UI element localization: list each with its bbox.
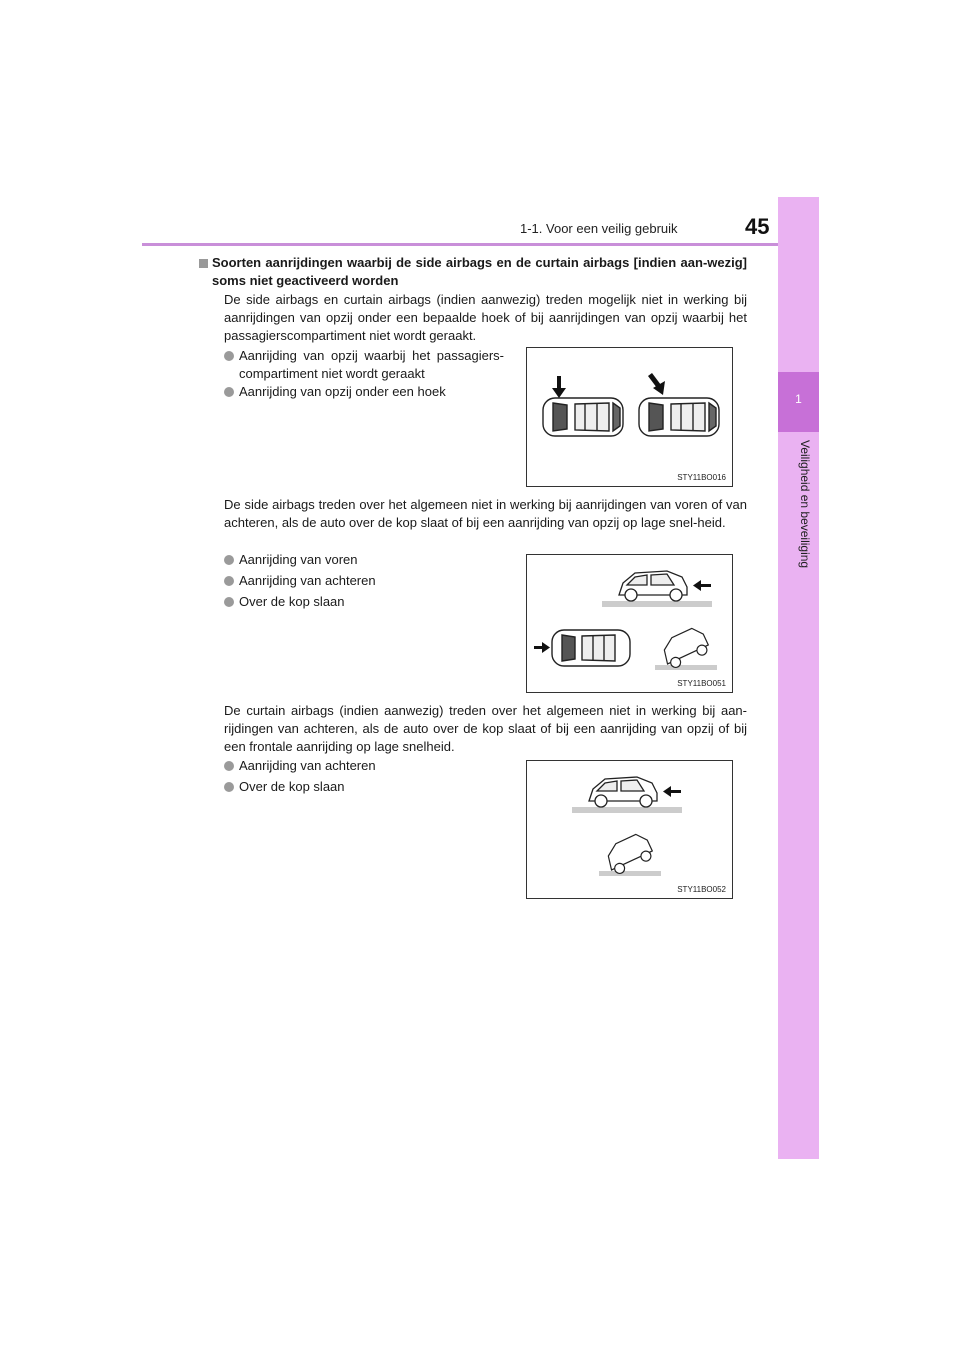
car-sideview-icon	[589, 777, 657, 807]
list-item	[224, 551, 358, 569]
front-rear-rollover-illustration	[527, 555, 732, 692]
list-item-text: Aanrijding van voren	[239, 552, 358, 567]
list-item-text: Aanrijding van achteren	[239, 573, 376, 588]
square-bullet-icon	[199, 259, 208, 268]
list-item-text: Aanrijding van opzij onder een hoek	[239, 384, 446, 399]
figure-code: STY11BO052	[677, 885, 726, 894]
arrow-icon	[663, 786, 681, 797]
side-impact-illustration	[527, 348, 732, 486]
list-item	[224, 347, 504, 383]
car-topview-right-icon	[639, 398, 719, 436]
road-surface	[602, 601, 712, 607]
page-number: 45	[745, 214, 770, 239]
bullet-icon	[224, 761, 234, 771]
figure-front-rear-rollover	[526, 554, 733, 693]
section-title: 1-1. Voor een veilig gebruik	[520, 221, 678, 236]
chapter-side-tab	[778, 197, 819, 1159]
bullet-icon	[224, 597, 234, 607]
list-item	[224, 593, 345, 611]
bullet-icon	[224, 576, 234, 586]
figure-code: STY11BO016	[677, 473, 726, 482]
road-surface	[655, 665, 717, 670]
chapter-title: Veiligheid en beveiliging	[798, 440, 812, 569]
list-item-text: Aanrijding van opzij waarbij het passagiers-compartiment niet wordt geraakt	[239, 348, 504, 381]
road-surface	[599, 871, 661, 876]
paragraph-2: De side airbags treden over het algemeen niet in werking bij aanrijdingen van voren of van achteren, als de auto over de kop slaat of bij een aanrijding van opzij op lage snel-heid.	[224, 497, 747, 530]
list-item-text: Aanrijding van achteren	[239, 758, 376, 773]
car-rollover-icon	[602, 831, 655, 876]
bullet-icon	[224, 782, 234, 792]
paragraph-3: De curtain airbags (indien aanwezig) treden over het algemeen niet in werking bij aan-rijdingen van achteren, als de auto over de kop slaat of bij een aanrijding van opzij of bij een frontale aanrijding op lage snelheid.	[224, 703, 747, 754]
arrow-icon	[534, 642, 550, 653]
arrow-icon	[693, 580, 711, 591]
rear-rollover-illustration	[527, 761, 732, 898]
list-item	[224, 572, 376, 590]
car-sideview-icon	[619, 571, 687, 601]
paragraph-1: De side airbags en curtain airbags (indien aanwezig) treden mogelijk niet in werking bij aanrijdingen van opzij onder een bepaalde hoek of bij aanrijdingen van opzij waarbij het passagierscompartiment niet wordt geraakt.	[224, 292, 747, 343]
bullet-icon	[224, 387, 234, 397]
chapter-number-tab	[778, 372, 819, 432]
car-topview-left-icon	[543, 398, 623, 436]
angled-arrow-icon	[648, 373, 665, 395]
bullet-icon	[224, 351, 234, 361]
bullet-icon	[224, 555, 234, 565]
section-heading-text: Soorten aanrijdingen waarbij de side airbags en de curtain airbags [indien aan-wezig] soms niet geactiveerd worden	[212, 255, 747, 288]
figure-code: STY11BO051	[677, 679, 726, 688]
car-rollover-icon	[658, 625, 711, 670]
list-item	[224, 757, 376, 775]
section-heading	[212, 254, 747, 290]
header-rule	[142, 243, 818, 246]
chapter-number: 1	[795, 392, 802, 406]
list-item	[224, 383, 446, 401]
figure-rear-rollover	[526, 760, 733, 899]
arrow-icon	[552, 376, 566, 398]
road-surface	[572, 807, 682, 813]
list-item-text: Over de kop slaan	[239, 779, 345, 794]
car-topview-icon	[552, 630, 630, 666]
list-item-text: Over de kop slaan	[239, 594, 345, 609]
list-item	[224, 778, 345, 796]
figure-side-impact	[526, 347, 733, 487]
